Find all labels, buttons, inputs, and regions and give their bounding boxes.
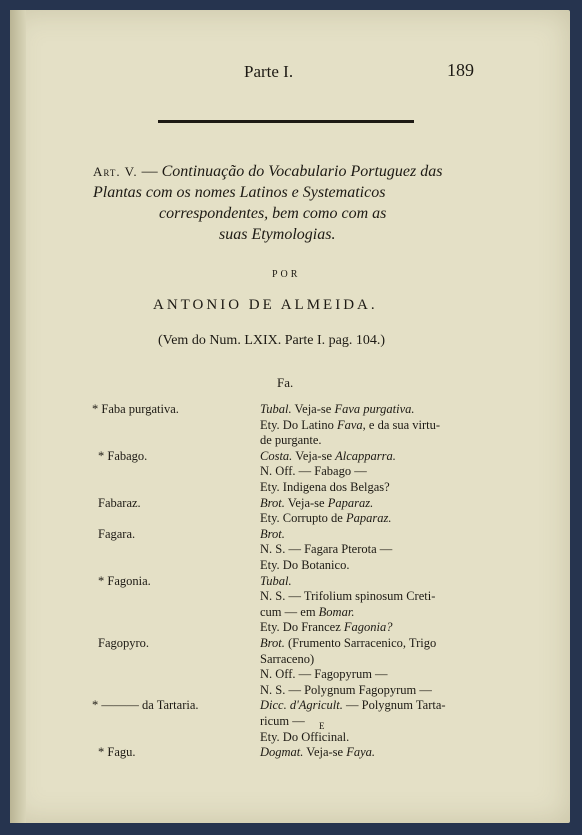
definition-text: N. Off. — Fabago — [260,464,367,479]
definition-text: Veja-se [291,402,335,416]
entry-definition [260,730,349,745]
entry-definition [260,542,392,557]
entry-definition [260,652,314,667]
title-line-3: correspondentes, bem como com as [159,205,387,222]
entry-term: Fagara. [98,526,136,541]
title-line-1: Continuação do Vocabulario Portuguez das [161,163,443,180]
entry-definition [260,433,322,448]
entry-term: * Faba purgativa. [92,402,179,416]
reference-term: Faya. [346,745,376,760]
continuation-reference: (Vem do Num. LXIX. Parte I. pag. 104.) [158,333,386,348]
definition-text: de purgante. [260,433,322,448]
entry-term: * Fagonia. [98,573,151,588]
title-line-4: suas Etymologias. [219,226,336,243]
source-abbrev: Brot. [260,636,285,650]
entry-definition [260,496,373,511]
definition-text: Ety. Do Francez [260,620,344,635]
definition-text: Veja-se [292,448,336,463]
definition-text: N. S. — Fagara Pterota — [260,542,393,557]
entry-definition [260,605,354,620]
source-abbrev: Dogmat. [260,745,304,760]
entry-definition [260,511,391,526]
definition-text: — Polygnum Tarta- [342,698,446,713]
entry-definition [260,480,390,495]
reference-term: Fagonia? [343,620,393,635]
reference-term: Paparaz. [345,511,392,526]
definition-text: Veja-se [303,745,347,760]
definition-text: Veja-se [284,495,328,510]
entry-term: * ——— da Tartaria. [92,698,199,713]
definition-text: Sarraceno) [260,651,315,666]
reference-term: Alcapparra. [335,448,396,463]
reference-term: Paparaz. [327,495,374,510]
book-page [10,10,570,823]
author-name: ANTONIO DE ALMEIDA. [153,297,378,313]
entry-term: Fabaraz. [98,495,141,510]
running-head: Parte I. [244,62,294,81]
entry-definition [260,449,396,464]
entry-term: Fagopyro. [98,636,150,650]
definition-text: N. S. — Trifolium spinosum Creti- [260,589,436,604]
entry-term: * Fabago. [98,448,148,463]
definition-text: cum — em [260,604,319,619]
page-number: 189 [447,60,474,80]
vocabulary-entries [10,10,570,823]
reference-term: Bomar. [318,604,355,619]
entry-definition [260,574,292,589]
definition-text: Ety. Do Officinal. [260,729,350,744]
entry-definition [260,558,349,573]
entry-definition [260,527,285,542]
entry-definition [260,683,432,698]
entry-definition [260,698,446,713]
definition-text: N. Off. — Fagopyrum — [260,667,388,682]
source-abbrev: Brot. [260,526,285,541]
source-abbrev: Costa. [260,448,293,463]
source-abbrev: Tubal. [260,402,292,416]
reference-term: Fava [336,417,363,432]
entry-definition [260,418,440,433]
source-abbrev: Dicc. d'Agricult. [260,698,343,713]
entry-term: * Fagu. [98,745,136,760]
definition-text: Ety. Do Botanico. [260,558,350,572]
definition-text: (Frumento Sarracenico, Trigo [284,636,437,650]
entry-definition [260,464,367,479]
source-abbrev: Brot. [260,495,285,510]
entry-definition [260,714,305,729]
title-line-2: Plantas com os nomes Latinos e Systematicos [93,184,386,201]
entry-definition [260,402,415,417]
section-heading: Fa. [277,375,294,390]
definition-text: Ety. Indigena dos Belgas? [260,480,390,494]
definition-text: Ety. Do Latino [260,417,337,432]
article-number: Art. V. [93,164,138,179]
definition-text: , e da sua virtu- [362,417,441,432]
definition-text: Ety. Corrupto de [260,511,346,526]
entry-definition [260,620,393,635]
definition-text: ricum — [260,714,305,728]
reference-term: Fava purgativa. [334,402,415,416]
signature-mark: E [319,721,325,731]
entry-definition [260,636,436,651]
entry-definition [260,589,435,604]
entry-definition [260,667,388,682]
by-label: POR [272,269,301,280]
source-abbrev: Tubal. [260,573,292,588]
article-dash: — [141,163,158,180]
definition-text: N. S. — Polygnum Fagopyrum — [260,682,432,697]
entry-definition [260,745,375,760]
